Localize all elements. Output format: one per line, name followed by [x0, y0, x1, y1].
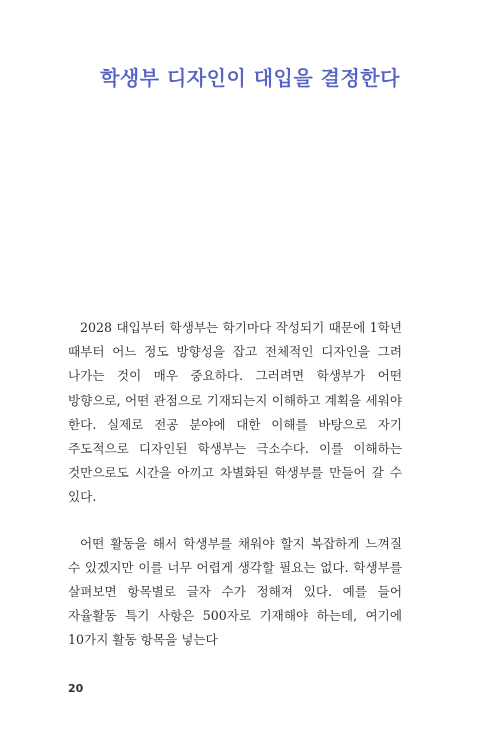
paragraph: 2028 대입부터 학생부는 학기마다 작성되기 때문에 1학년 때부터 어느 정도 방향성을 잡고 전체적인 디자인을 그려 나가는 것이 매우 중요하다. 그러려면 학생부가 어떤 방향으로, 어떤 관점으로 기재되는지 이해하고 계획을 세워야 한다. 실제로 전공 분야에 대한 이해를 바탕으로 자기 주도적으로 디자인된 학생부는 극소수다. 이를 이해하는 것만으로도 시간을 아끼고 차별화된 학생부를 만들어 갈 수 있다.	[68, 320, 402, 505]
body-text	[68, 316, 402, 675]
paragraph: 어떤 활동을 해서 학생부를 채워야 할지 복잡하게 느껴질 수 있겠지만 이를 너무 어렵게 생각할 필요는 없다. 학생부를 살펴보면 항목별로 글자 수가 정해져 있다. 예를 들어 자율활동 특기 사항은 500자로 기재해야 하는데, 여기에 10가지 활동 항목을 넣는다	[68, 535, 402, 648]
page-number: 20	[68, 682, 84, 695]
page-title: 학생부 디자인이 대입을 결정한다	[100, 66, 400, 90]
